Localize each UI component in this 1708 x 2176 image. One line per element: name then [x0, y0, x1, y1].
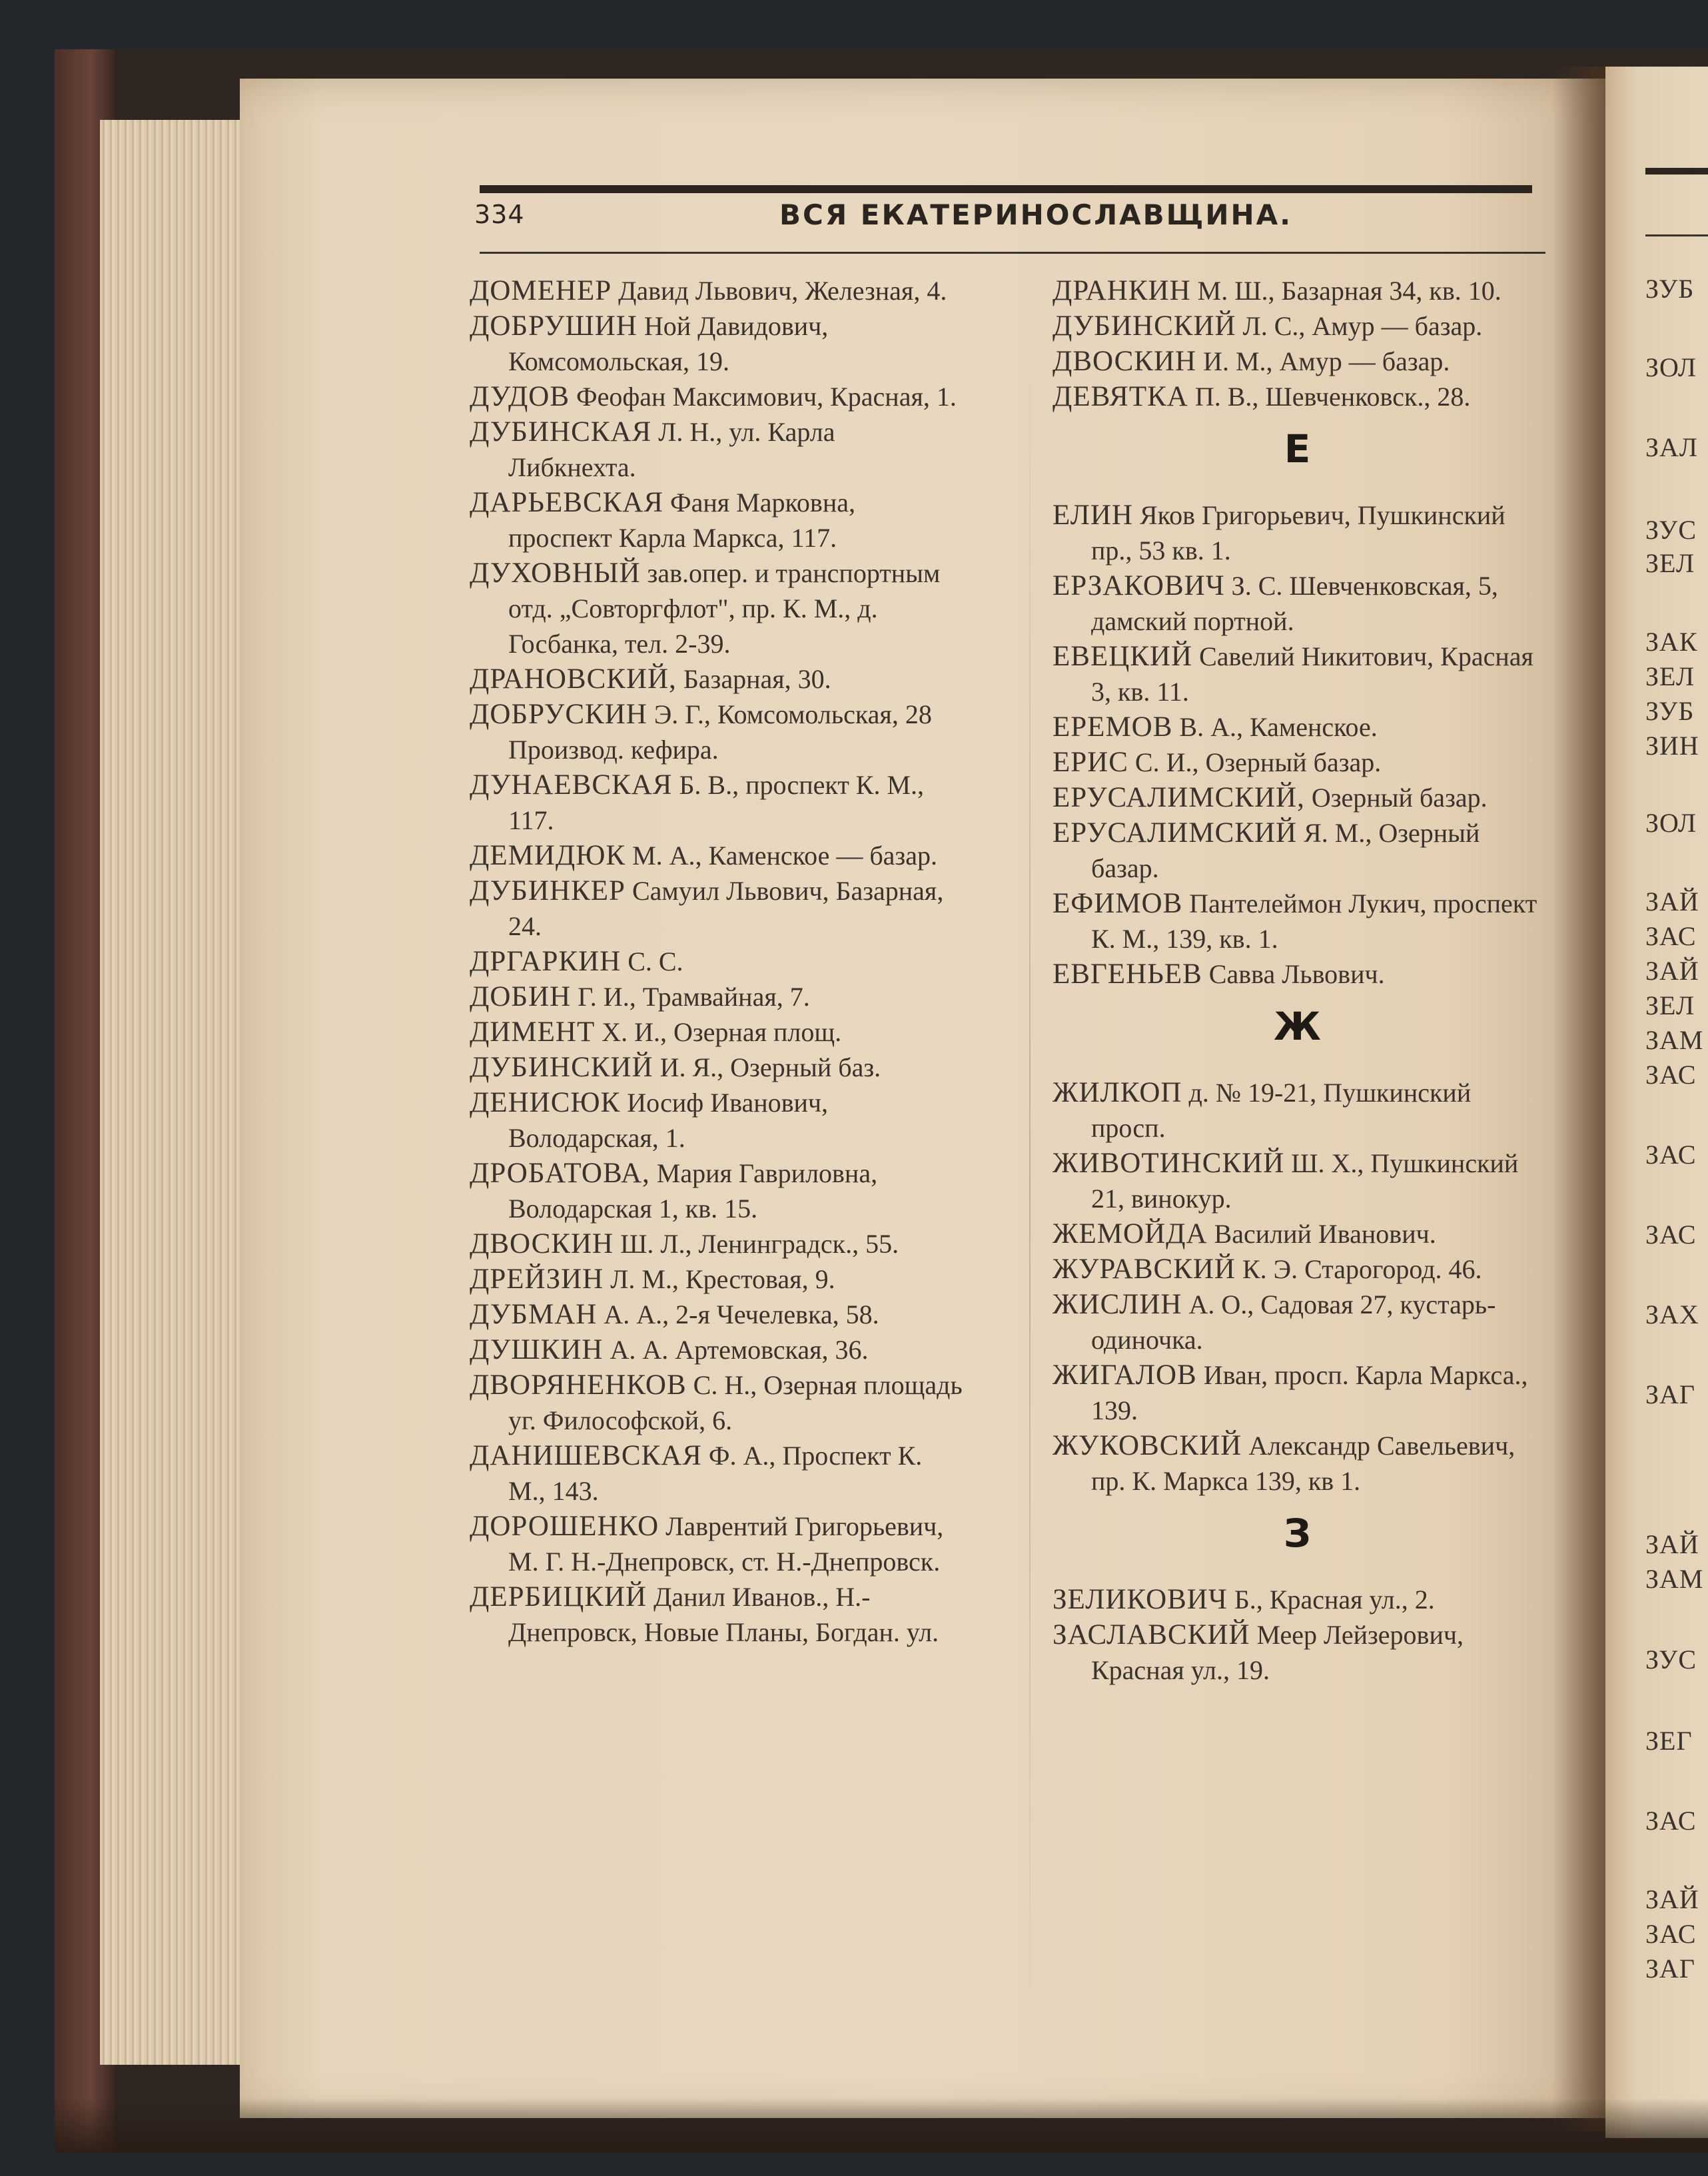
entry-details: Б. В., проспект К. М., 117.: [508, 770, 925, 835]
entry-surname: ДВОСКИН: [470, 1228, 614, 1260]
entry-details: Озерный базар.: [1311, 783, 1488, 813]
entry-details: Савва Львович.: [1208, 959, 1385, 989]
entry-details: Данил Иванов., Н.-Днепровск, Новые Планы, Богдан. ул.: [508, 1582, 939, 1647]
directory-entry: [470, 1332, 963, 1367]
entry-surname: ДУБИНСКАЯ: [470, 416, 652, 448]
directory-entry: [1053, 498, 1542, 568]
entry-details: П. В., Шевченковск., 28.: [1194, 382, 1471, 412]
fragment-text: ЗАЙ: [1645, 887, 1699, 916]
directory-entry: [1053, 1216, 1542, 1252]
entry-details: С. Н., Озерная площадь уг. Философской, 6.: [508, 1370, 963, 1435]
entry-surname: ДРАНОВСКИЙ,: [470, 663, 677, 695]
directory-entry: [470, 555, 963, 661]
entry-surname: ДУДОВ: [470, 381, 570, 412]
fragment-text: ЗУС: [1645, 1644, 1697, 1674]
directory-entry: [470, 1226, 963, 1262]
entry-surname: ДВОСКИН: [1053, 346, 1197, 377]
entry-surname: ДЕНИСЮК: [470, 1087, 621, 1118]
entry-details: Давид Львович, Железная, 4.: [618, 276, 947, 306]
entry-details: Л. М., Крестовая, 9.: [610, 1264, 835, 1294]
entry-surname: ЕРУСАЛИМСКИЙ: [1053, 817, 1298, 849]
directory-entry: [470, 1438, 963, 1509]
fragment-text: ЗАЙ: [1645, 956, 1699, 986]
directory-entry: [1053, 568, 1542, 639]
entry-surname: ДУНАЕВСКАЯ: [470, 769, 673, 801]
entry-surname: ДЕРБИЦКИЙ: [470, 1581, 647, 1613]
directory-entry: [470, 379, 963, 414]
entry-details: А. О., Садовая 27, кустарь-одиночка.: [1091, 1289, 1496, 1355]
fragment-text: ЗАЙ: [1645, 1884, 1699, 1914]
entry-surname: ЕЛИН: [1053, 500, 1133, 531]
entry-details: Базарная, 30.: [683, 664, 831, 694]
entry-surname: ДОРОШЕНКО: [470, 1511, 659, 1542]
entry-surname: ДУШКИН: [470, 1334, 604, 1365]
directory-entry: [470, 1579, 963, 1650]
entry-details: Л. Н., ул. Карла Либкнехта.: [508, 417, 835, 482]
directory-entry: [1053, 344, 1542, 379]
entry-details: К. Э. Старогород. 46.: [1242, 1254, 1482, 1284]
next-page-rule-thick: [1645, 168, 1708, 175]
directory-entry: [470, 1367, 963, 1438]
entry-details: Б., Красная ул., 2.: [1234, 1585, 1435, 1615]
directory-entry: [1053, 1617, 1542, 1688]
next-page-rule-thin: [1645, 234, 1708, 236]
entry-surname: ЖУРАВСКИЙ: [1053, 1254, 1236, 1285]
directory-entry: [1053, 780, 1542, 815]
entry-details: Савелий Никитович, Красная 3, кв. 11.: [1091, 641, 1533, 707]
fragment-text: ЗАЙ: [1645, 1529, 1699, 1559]
directory-entry: [470, 1297, 963, 1332]
entry-surname: ДЕВЯТКА: [1053, 381, 1188, 412]
entry-details: Ш. Х., Пушкинский 21, винокур.: [1091, 1148, 1519, 1214]
fragment-text: ЗАМ: [1645, 1564, 1704, 1594]
header-rule-thin: [480, 252, 1545, 254]
fragment-text: ЗАГ: [1645, 1954, 1696, 1984]
section-letter-heading: Ж: [1274, 1004, 1321, 1049]
entry-surname: ЕРИС: [1053, 747, 1128, 778]
page-number: 334: [474, 200, 525, 229]
directory-entry: [1053, 379, 1542, 414]
directory-entry: [470, 308, 963, 379]
entry-surname: ЖИЛКОП: [1053, 1077, 1182, 1108]
fragment-text: ЗАМ: [1645, 1025, 1704, 1055]
entry-details: зав.опер. и транспортным отд. „Совторгфлот", пр. К. М., д. Госбанка, тел. 2-39.: [508, 558, 941, 659]
entry-surname: ДРАНКИН: [1053, 275, 1191, 306]
directory-entry: [470, 414, 963, 485]
entry-surname: ДИМЕНТ: [470, 1016, 596, 1048]
entry-details: Мария Гавриловна, Володарская 1, кв. 15.: [508, 1158, 878, 1224]
entry-details: Феофан Максимович, Красная, 1.: [576, 382, 957, 412]
entry-details: Александр Савельевич, пр. К. Маркса 139, кв 1.: [1091, 1431, 1515, 1496]
entry-details: В. А., Каменское.: [1179, 712, 1378, 742]
entry-details: Лаврентий Григорьевич, М. Г. Н.-Днепровск, ст. Н.-Днепровск.: [508, 1511, 944, 1577]
entry-surname: ЕРУСАЛИМСКИЙ,: [1053, 782, 1305, 813]
directory-entry: [1053, 1357, 1542, 1428]
bottom-edge-shadow: [55, 2098, 1708, 2153]
directory-entry: [470, 1050, 963, 1085]
entry-surname: ДОМЕНЕР: [470, 275, 612, 306]
entry-surname: ДУБМАН: [470, 1299, 598, 1330]
fragment-text: ЗУС: [1645, 515, 1697, 545]
directory-entry: [470, 979, 963, 1014]
directory-entry: [1053, 1146, 1542, 1216]
entry-details: М. Ш., Базарная 34, кв. 10.: [1197, 276, 1501, 306]
fragment-text: ЗЕЛ: [1645, 548, 1695, 578]
fragment-text: ЗЕГ: [1645, 1726, 1693, 1756]
directory-entry: [1053, 1252, 1542, 1287]
fragment-text: ЗАС: [1645, 1060, 1697, 1090]
fragment-text: ЗАС: [1645, 921, 1697, 951]
entry-surname: ДРГАРКИН: [470, 946, 622, 977]
directory-entry: [470, 838, 963, 873]
entry-surname: ДВОРЯНЕНКОВ: [470, 1369, 687, 1401]
fragment-text: ЗАС: [1645, 1220, 1697, 1250]
entry-surname: ДУБИНСКИЙ: [1053, 310, 1236, 342]
entry-details: Василий Иванович.: [1214, 1219, 1436, 1249]
entry-surname: ЖЕМОЙДА: [1053, 1218, 1208, 1250]
directory-entry: [1053, 1582, 1542, 1617]
fragment-text: ЗЕЛ: [1645, 661, 1695, 691]
directory-entry: [1053, 1428, 1542, 1499]
right-column: [1053, 273, 1542, 1688]
entry-details: Яков Григорьевич, Пушкинский пр., 53 кв. 1.: [1091, 500, 1505, 565]
entry-surname: ДУБИНКЕР: [470, 875, 626, 907]
entry-details: д. № 19-21, Пушкинский просп.: [1091, 1078, 1472, 1143]
entry-surname: ДУБИНСКИЙ: [470, 1052, 653, 1083]
fragment-text: ЗОЛ: [1645, 808, 1697, 838]
entry-details: Г. И., Трамвайная, 7.: [578, 982, 810, 1012]
fragment-text: ЗАГ: [1645, 1379, 1696, 1409]
entry-details: Пантелеймон Лукич, проспект К. М., 139, кв. 1.: [1091, 889, 1537, 954]
entry-surname: ДАНИШЕВСКАЯ: [470, 1440, 702, 1471]
column-divider: [1029, 286, 1031, 2085]
directory-entry: [1053, 639, 1542, 709]
entry-details: Х. И., Озерная площ.: [602, 1017, 842, 1047]
entry-surname: ДРОБАТОВА,: [470, 1158, 650, 1189]
entry-details: И. М., Амур — базар.: [1203, 346, 1450, 376]
entry-surname: ЕРЗАКОВИЧ: [1053, 570, 1225, 601]
directory-entry: [470, 873, 963, 944]
entry-details: С. С.: [628, 946, 683, 976]
directory-entry: [1053, 308, 1542, 344]
entry-details: Э. Г., Комсомольская, 28 Производ. кефира.: [508, 699, 932, 765]
entry-surname: ДУХОВНЫЙ: [470, 557, 641, 589]
entry-surname: ЖИСЛИН: [1053, 1289, 1182, 1320]
entry-details: Ш. Л., Ленинградск., 55.: [620, 1229, 899, 1259]
entry-details: М. А., Каменское — базар.: [632, 841, 937, 871]
fragment-text: ЗАЛ: [1645, 432, 1699, 462]
directory-entry: [470, 1262, 963, 1297]
directory-entry: [470, 1156, 963, 1226]
entry-details: Иван, просп. Карла Маркса., 139.: [1091, 1360, 1528, 1425]
entry-surname: ЕФИМОВ: [1053, 888, 1183, 919]
fragment-text: ЗЕЛ: [1645, 990, 1695, 1020]
directory-entry: [470, 697, 963, 767]
entry-details: Иосиф Иванович, Володарская, 1.: [508, 1088, 829, 1153]
directory-entry: [470, 767, 963, 838]
entry-details: З. С. Шевченковская, 5, дамский портной.: [1091, 571, 1498, 636]
directory-entry: [1053, 886, 1542, 956]
entry-details: Я. М., Озерный базар.: [1091, 818, 1480, 883]
entry-surname: ДОБРУШИН: [470, 310, 638, 342]
directory-entry: [470, 661, 963, 697]
fragment-text: ЗОЛ: [1645, 352, 1697, 382]
directory-entry: [470, 944, 963, 979]
fragment-text: ЗАС: [1645, 1919, 1697, 1949]
directory-entry: [470, 1014, 963, 1050]
fragment-text: ЗУБ: [1645, 274, 1695, 304]
fragment-text: ЗАК: [1645, 627, 1698, 657]
fragment-text: ЗИН: [1645, 731, 1699, 761]
header-rule-thick: [480, 185, 1532, 193]
entry-surname: ЕВГЕНЬЕВ: [1053, 958, 1202, 990]
directory-entry: [1053, 709, 1542, 745]
entry-details: Л. С., Амур — базар.: [1242, 311, 1483, 341]
fragment-text: ЗАХ: [1645, 1299, 1699, 1329]
entry-surname: ЕРЕМОВ: [1053, 711, 1173, 743]
directory-entry: [470, 1085, 963, 1156]
directory-entry: [470, 485, 963, 555]
entry-details: И. Я., Озерный баз.: [659, 1052, 881, 1082]
directory-entry: [470, 1509, 963, 1579]
directory-entry: [1053, 1287, 1542, 1357]
entry-surname: ДАРЬЕВСКАЯ: [470, 487, 664, 518]
entry-surname: ЗАСЛАВСКИЙ: [1053, 1619, 1250, 1650]
entry-details: Фаня Марковна, проспект Карла Маркса, 117.: [508, 488, 855, 553]
entry-surname: ЗЕЛИКОВИЧ: [1053, 1584, 1228, 1615]
entry-details: А. А. Артемовская, 36.: [610, 1335, 869, 1365]
entry-details: Ф. А., Проспект К. М., 143.: [508, 1441, 923, 1506]
fragment-text: ЗАС: [1645, 1806, 1697, 1836]
fragment-text: ЗУБ: [1645, 696, 1695, 726]
entry-surname: ДОБИН: [470, 981, 572, 1012]
entry-surname: ЖИГАЛОВ: [1053, 1359, 1197, 1391]
entry-details: А. А., 2-я Чечелевка, 58.: [604, 1299, 879, 1329]
left-column: [470, 273, 963, 1650]
entry-details: Самуил Львович, Базарная, 24.: [508, 876, 944, 941]
entry-details: С. И., Озерный базар.: [1134, 747, 1382, 777]
section-letter-heading: З: [1283, 1511, 1312, 1556]
directory-entry: [1053, 1075, 1542, 1146]
entry-surname: ЕВЕЦКИЙ: [1053, 641, 1193, 672]
entry-details: Ной Давидович, Комсомольская, 19.: [508, 311, 829, 376]
directory-entry: [1053, 745, 1542, 780]
fragment-text: ЗАС: [1645, 1140, 1697, 1170]
section-letter-heading: Е: [1284, 426, 1311, 472]
directory-entry: [1053, 956, 1542, 992]
entry-surname: ДЕМИДЮК: [470, 840, 626, 871]
directory-entry: [1053, 815, 1542, 886]
running-head: ВСЯ ЕКАТЕРИНОСЛАВЩИНА.: [779, 198, 1293, 231]
entry-surname: ЖИВОТИНСКИЙ: [1053, 1148, 1285, 1179]
entry-surname: ДРЕЙЗИН: [470, 1264, 604, 1295]
entry-details: Меер Лейзерович, Красная ул., 19.: [1091, 1620, 1464, 1685]
directory-entry: [470, 273, 963, 308]
entry-surname: ДОБРУСКИН: [470, 699, 647, 730]
entry-surname: ЖУКОВСКИЙ: [1053, 1430, 1242, 1461]
directory-entry: [1053, 273, 1542, 308]
